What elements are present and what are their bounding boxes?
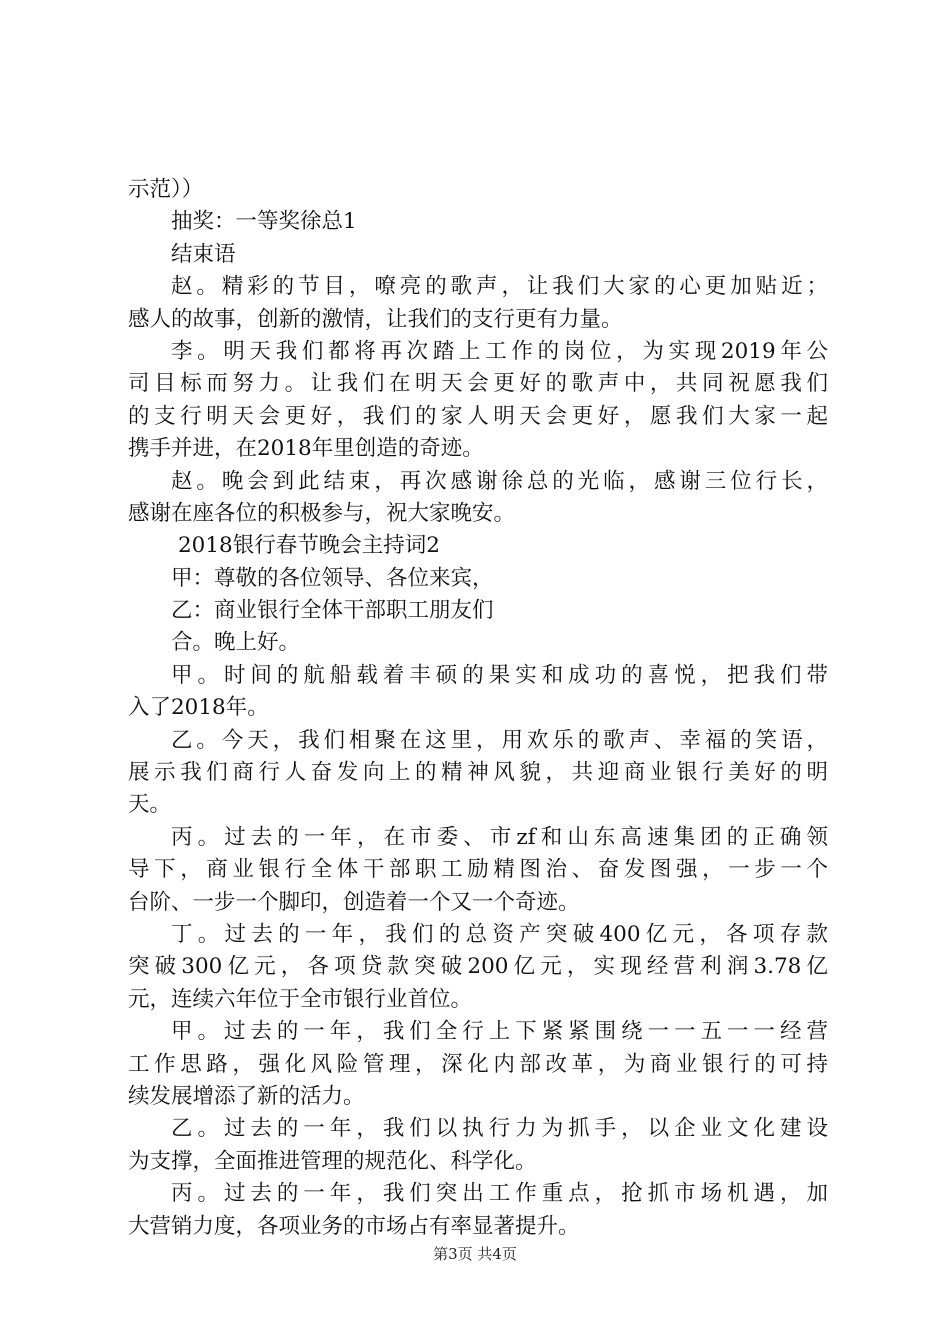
paragraph-line: 为支撑，全面推进管理的规范化、科学化。 [128, 1148, 537, 1174]
paragraph-line: 乙。今天，我们相聚在这里，用欢乐的歌声、幸福的笑语， [171, 727, 828, 753]
paragraph-line: 丁。过去的一年，我们的总资产突破400亿元，各项存款 [171, 921, 828, 947]
paragraph-line: 的支行明天会更好，我们的家人明天会更好，愿我们大家一起 [128, 403, 828, 429]
paragraph-line: 乙。过去的一年，我们以执行力为抓手，以企业文化建设 [171, 1116, 828, 1142]
paragraph-line: 突破300亿元，各项贷款突破200亿元，实现经营利润3.78亿 [128, 954, 828, 980]
paragraph-line: 感人的故事，创新的激情，让我们的支行更有力量。 [128, 306, 623, 332]
paragraph-line: 大营销力度，各项业务的市场占有率显著提升。 [128, 1213, 580, 1239]
paragraph-line: 司目标而努力。让我们在明天会更好的歌声中，共同祝愿我们 [128, 371, 828, 397]
section-heading: 2018银行春节晚会主持词2 [178, 533, 440, 559]
paragraph-line: 携手并进，在2018年里创造的奇迹。 [128, 436, 484, 462]
paragraph-line: 续发展增添了新的活力。 [128, 1083, 365, 1109]
paragraph-line: 感谢在座各位的积极参与，祝大家晚安。 [128, 500, 516, 526]
paragraph-line: 导下，商业银行全体干部职工励精图治、奋发图强，一步一个 [128, 857, 828, 883]
paragraph-line: 展示我们商行人奋发向上的精神风貌，共迎商业银行美好的明 [128, 760, 828, 786]
paragraph-line: 赵。精彩的节目，嘹亮的歌声，让我们大家的心更加贴近； [171, 274, 828, 300]
paragraph-line: 入了2018年。 [128, 695, 269, 721]
paragraph-line: 抽奖：一等奖徐总1 [171, 209, 357, 235]
paragraph-line: 丙。过去的一年，在市委、市zf和山东高速集团的正确领 [171, 824, 828, 850]
paragraph-line: 丙。过去的一年，我们突出工作重点，抢抓市场机遇，加 [171, 1181, 828, 1207]
paragraph-line: 合。晚上好。 [171, 630, 301, 656]
paragraph-line: 天。 [128, 792, 172, 818]
page-number-footer: 第3页 共4页 [433, 1245, 517, 1263]
paragraph-line: 示范）） [128, 177, 204, 202]
paragraph-line: 李。明天我们都将再次踏上工作的岗位，为实现2019年公 [171, 338, 828, 364]
paragraph-line: 甲。时间的航船载着丰硕的果实和成功的喜悦，把我们带 [171, 662, 828, 688]
paragraph-line: 乙：商业银行全体干部职工朋友们 [171, 598, 494, 624]
paragraph-line: 赵。晚会到此结束，再次感谢徐总的光临，感谢三位行长， [171, 468, 828, 494]
paragraph-line: 元，连续六年位于全市银行业首位。 [128, 986, 473, 1012]
paragraph-line: 工作思路，强化风险管理，深化内部改革，为商业银行的可持 [128, 1051, 828, 1077]
document-body [128, 174, 828, 1243]
section-heading: 结束语 [171, 241, 236, 267]
paragraph-line: 甲。过去的一年，我们全行上下紧紧围绕一一五一一经营 [171, 1019, 828, 1045]
paragraph-line: 甲：尊敬的各位领导、各位来宾， [171, 565, 494, 591]
paragraph-line: 台阶、一步一个脚印，创造着一个又一个奇迹。 [128, 889, 580, 915]
